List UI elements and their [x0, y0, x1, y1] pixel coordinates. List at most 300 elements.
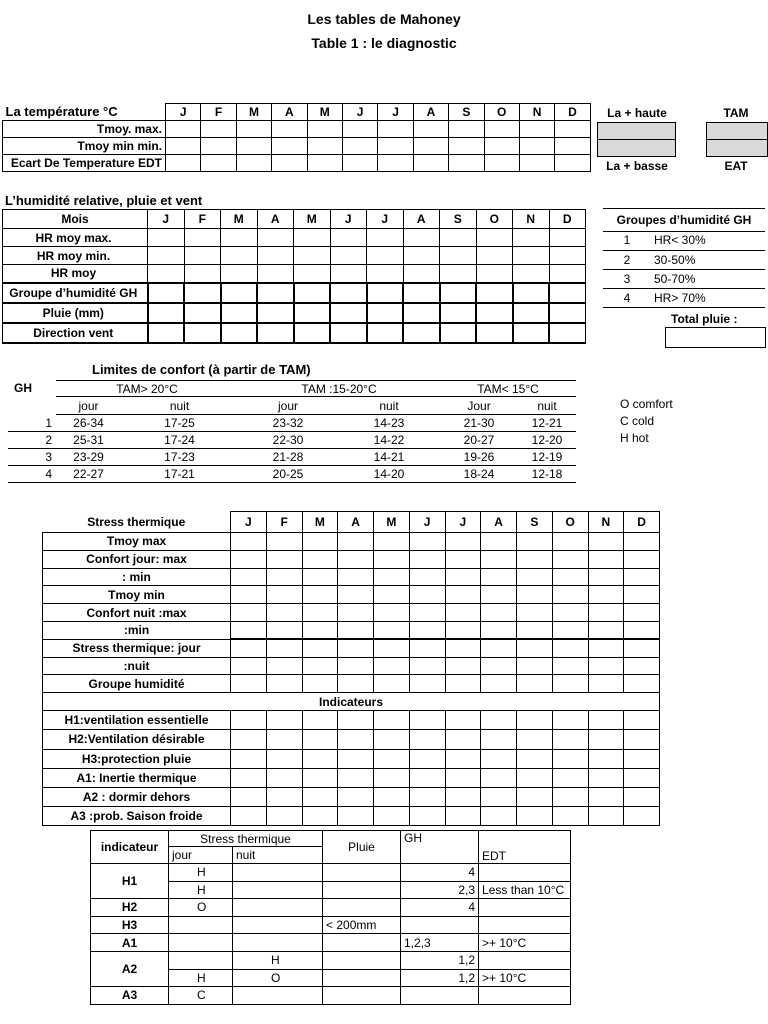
temp-cell[interactable] — [413, 155, 448, 172]
temp-cell[interactable] — [166, 121, 201, 138]
stress-cell[interactable] — [445, 568, 481, 586]
indicator-cell[interactable] — [266, 768, 302, 787]
humidity-cell[interactable] — [440, 247, 477, 265]
humidity-cell[interactable] — [476, 303, 513, 323]
stress-cell[interactable] — [552, 675, 588, 693]
humidity-cell[interactable] — [513, 229, 550, 247]
stress-cell[interactable] — [445, 621, 481, 639]
humidity-cell[interactable] — [184, 265, 221, 283]
indicator-cell[interactable] — [481, 711, 517, 730]
temp-cell[interactable] — [272, 155, 307, 172]
stress-cell[interactable] — [588, 586, 624, 604]
indicator-cell[interactable] — [481, 768, 517, 787]
indicator-cell[interactable] — [266, 711, 302, 730]
indicator-cell[interactable] — [588, 730, 624, 749]
stress-cell[interactable] — [266, 533, 302, 551]
stress-cell[interactable] — [266, 621, 302, 639]
stress-cell[interactable] — [552, 621, 588, 639]
stress-cell[interactable] — [266, 586, 302, 604]
comfort-range: 17-23 — [121, 449, 238, 466]
temp-cell[interactable] — [449, 155, 484, 172]
humidity-cell[interactable] — [403, 283, 440, 303]
humidity-cell[interactable] — [294, 265, 331, 283]
temp-cell[interactable] — [484, 155, 519, 172]
humidity-cell[interactable] — [476, 247, 513, 265]
stress-cell[interactable] — [624, 675, 660, 693]
stress-cell[interactable] — [374, 639, 410, 657]
indicator-cell[interactable] — [481, 749, 517, 768]
indicator-cell[interactable] — [231, 787, 267, 806]
indicator-cell[interactable] — [409, 730, 445, 749]
indicator-cell[interactable] — [374, 807, 410, 826]
stress-cell[interactable] — [481, 604, 517, 622]
stress-cell[interactable] — [338, 675, 374, 693]
humidity-cell[interactable] — [257, 303, 294, 323]
stress-cell[interactable] — [624, 657, 660, 675]
temp-cell[interactable] — [378, 121, 413, 138]
temp-cell[interactable] — [484, 138, 519, 155]
indicator-cell[interactable] — [624, 711, 660, 730]
stress-cell[interactable] — [481, 586, 517, 604]
stress-cell[interactable] — [552, 657, 588, 675]
humidity-cell[interactable] — [294, 247, 331, 265]
stress-cell[interactable] — [517, 533, 553, 551]
humidity-cell[interactable] — [367, 283, 404, 303]
stress-cell[interactable] — [338, 621, 374, 639]
humidity-cell[interactable] — [294, 229, 331, 247]
stress-cell[interactable] — [445, 675, 481, 693]
humidity-cell[interactable] — [513, 283, 550, 303]
humidity-cell[interactable] — [513, 303, 550, 323]
stress-cell[interactable] — [409, 568, 445, 586]
temp-cell[interactable] — [555, 155, 590, 172]
humidity-cell[interactable] — [148, 303, 185, 323]
stress-cell[interactable] — [231, 550, 267, 568]
temp-cell[interactable] — [378, 155, 413, 172]
stress-cell[interactable] — [409, 621, 445, 639]
stress-cell[interactable] — [481, 533, 517, 551]
temp-row — [3, 138, 591, 155]
humidity-cell[interactable] — [184, 303, 221, 323]
indicator-cell[interactable] — [517, 749, 553, 768]
indicator-cell[interactable] — [374, 730, 410, 749]
humidity-cell[interactable] — [549, 323, 586, 343]
humidity-cell[interactable] — [549, 229, 586, 247]
humidity-cell[interactable] — [403, 323, 440, 343]
indicator-cell[interactable] — [338, 807, 374, 826]
stress-cell[interactable] — [302, 604, 338, 622]
indicator-cell[interactable] — [302, 807, 338, 826]
humidity-cell[interactable] — [403, 303, 440, 323]
indicator-cell[interactable] — [409, 749, 445, 768]
stress-cell[interactable] — [374, 621, 410, 639]
stress-cell[interactable] — [409, 604, 445, 622]
temp-cell[interactable] — [484, 121, 519, 138]
indicator-cell[interactable] — [588, 807, 624, 826]
humidity-cell[interactable] — [221, 283, 258, 303]
stress-cell[interactable] — [374, 657, 410, 675]
humidity-cell[interactable] — [330, 303, 367, 323]
humidity-cell[interactable] — [330, 283, 367, 303]
indicator-cell[interactable] — [302, 768, 338, 787]
indicator-cell[interactable] — [302, 711, 338, 730]
stress-cell[interactable] — [624, 550, 660, 568]
temp-cell[interactable] — [413, 138, 448, 155]
stress-cell[interactable] — [552, 533, 588, 551]
humidity-cell[interactable] — [549, 247, 586, 265]
indicator-cell[interactable] — [481, 807, 517, 826]
stress-cell[interactable] — [588, 675, 624, 693]
stress-cell[interactable] — [302, 675, 338, 693]
stress-cell[interactable] — [231, 533, 267, 551]
indicator-gh: 4 — [401, 899, 479, 917]
humidity-cell[interactable] — [184, 229, 221, 247]
humidity-cell[interactable] — [221, 247, 258, 265]
humidity-cell[interactable] — [367, 265, 404, 283]
stress-cell[interactable] — [588, 657, 624, 675]
indicator-cell[interactable] — [374, 787, 410, 806]
humidity-cell[interactable] — [221, 265, 258, 283]
humidity-cell[interactable] — [148, 323, 185, 343]
temp-cell[interactable] — [519, 121, 554, 138]
stress-cell[interactable] — [517, 675, 553, 693]
stress-cell[interactable] — [302, 657, 338, 675]
indicator-cell[interactable] — [588, 711, 624, 730]
indicator-cell[interactable] — [338, 787, 374, 806]
stress-cell[interactable] — [552, 639, 588, 657]
temp-cell[interactable] — [236, 138, 271, 155]
stress-cell[interactable] — [338, 639, 374, 657]
indicator-cell[interactable] — [517, 787, 553, 806]
indicator-cell[interactable] — [266, 787, 302, 806]
indicator-cell[interactable] — [409, 768, 445, 787]
humidity-cell[interactable] — [184, 323, 221, 343]
stress-cell[interactable] — [624, 604, 660, 622]
indicator-cell[interactable] — [302, 749, 338, 768]
stress-cell[interactable] — [266, 657, 302, 675]
eat-cell — [706, 139, 768, 157]
indicator-cell[interactable] — [266, 807, 302, 826]
stress-cell[interactable] — [231, 568, 267, 586]
indicator-cell[interactable] — [231, 711, 267, 730]
humidity-cell[interactable] — [257, 323, 294, 343]
humidity-cell[interactable] — [549, 283, 586, 303]
temp-cell[interactable] — [236, 121, 271, 138]
humidity-cell[interactable] — [440, 265, 477, 283]
humidity-cell[interactable] — [148, 265, 185, 283]
temp-cell[interactable] — [201, 138, 236, 155]
temp-cell[interactable] — [307, 121, 342, 138]
stress-cell[interactable] — [552, 586, 588, 604]
temp-cell[interactable] — [555, 138, 590, 155]
stress-cell[interactable] — [588, 533, 624, 551]
hum-month-1: F — [184, 210, 221, 229]
stress-cell[interactable] — [409, 533, 445, 551]
indicator-cell[interactable] — [624, 749, 660, 768]
indicator-cell[interactable] — [445, 711, 481, 730]
indicator-cell[interactable] — [374, 711, 410, 730]
stress-cell[interactable] — [445, 586, 481, 604]
humidity-cell[interactable] — [257, 247, 294, 265]
stress-cell[interactable] — [409, 550, 445, 568]
indicator-cell[interactable] — [302, 730, 338, 749]
humidity-cell[interactable] — [330, 323, 367, 343]
indicator-cell[interactable] — [552, 787, 588, 806]
stress-cell[interactable] — [588, 639, 624, 657]
humidity-cell[interactable] — [148, 229, 185, 247]
stress-cell[interactable] — [266, 550, 302, 568]
comfort-subheader: jour — [56, 397, 121, 415]
humidity-cell[interactable] — [440, 323, 477, 343]
temp-cell[interactable] — [307, 155, 342, 172]
stress-cell[interactable] — [409, 586, 445, 604]
indicator-cell[interactable] — [409, 807, 445, 826]
temp-cell[interactable] — [166, 138, 201, 155]
stress-cell[interactable] — [481, 657, 517, 675]
indicator-cell[interactable] — [445, 787, 481, 806]
temp-cell[interactable] — [413, 121, 448, 138]
humidity-cell[interactable] — [221, 229, 258, 247]
stress-cell[interactable] — [588, 604, 624, 622]
humidity-cell[interactable] — [221, 323, 258, 343]
indicator-cell[interactable] — [624, 730, 660, 749]
hum-month-9: O — [476, 210, 513, 229]
stress-cell[interactable] — [552, 568, 588, 586]
temp-month-11: D — [555, 104, 590, 121]
stress-cell[interactable] — [588, 550, 624, 568]
stress-cell[interactable] — [338, 586, 374, 604]
indicator-cell[interactable] — [338, 768, 374, 787]
stress-cell[interactable] — [552, 604, 588, 622]
stress-cell[interactable] — [624, 568, 660, 586]
humidity-cell[interactable] — [294, 303, 331, 323]
stress-cell[interactable] — [624, 533, 660, 551]
temp-cell[interactable] — [378, 138, 413, 155]
stress-cell[interactable] — [409, 657, 445, 675]
stress-cell[interactable] — [266, 675, 302, 693]
temp-cell[interactable] — [307, 138, 342, 155]
stress-cell[interactable] — [481, 675, 517, 693]
indicator-cell[interactable] — [266, 730, 302, 749]
indicator-cell[interactable] — [517, 711, 553, 730]
indicator-cell[interactable] — [588, 768, 624, 787]
stress-cell[interactable] — [302, 586, 338, 604]
stress-cell[interactable] — [445, 604, 481, 622]
humidity-cell[interactable] — [330, 229, 367, 247]
humidity-cell[interactable] — [184, 283, 221, 303]
temp-cell[interactable] — [272, 121, 307, 138]
indicator-cell[interactable] — [481, 787, 517, 806]
temp-cell[interactable] — [342, 138, 377, 155]
indicator-pluie — [323, 899, 401, 917]
temp-cell[interactable] — [449, 121, 484, 138]
temp-cell[interactable] — [449, 138, 484, 155]
stress-cell[interactable] — [374, 604, 410, 622]
humidity-cell[interactable] — [367, 303, 404, 323]
indicator-cell[interactable] — [624, 768, 660, 787]
humidity-cell[interactable] — [403, 247, 440, 265]
stress-cell[interactable] — [302, 568, 338, 586]
indicator-cell[interactable] — [445, 768, 481, 787]
indicator-cell[interactable] — [552, 730, 588, 749]
indicator-cell[interactable] — [445, 730, 481, 749]
stress-cell[interactable] — [517, 657, 553, 675]
humidity-cell[interactable] — [221, 303, 258, 323]
indicator-cell[interactable] — [624, 807, 660, 826]
indicator-cell[interactable] — [552, 768, 588, 787]
stress-cell[interactable] — [481, 639, 517, 657]
temp-cell[interactable] — [166, 155, 201, 172]
stress-cell[interactable] — [231, 586, 267, 604]
indicator-cell[interactable] — [588, 749, 624, 768]
stress-cell[interactable] — [338, 550, 374, 568]
stress-cell[interactable] — [481, 550, 517, 568]
stress-cell[interactable] — [231, 604, 267, 622]
stress-cell[interactable] — [481, 568, 517, 586]
stress-cell[interactable] — [302, 533, 338, 551]
indicator-cell[interactable] — [445, 749, 481, 768]
humidity-cell[interactable] — [367, 247, 404, 265]
stress-cell[interactable] — [231, 675, 267, 693]
comfort-row — [8, 415, 576, 432]
indicator-cell[interactable] — [231, 730, 267, 749]
humidity-cell[interactable] — [148, 247, 185, 265]
stress-cell[interactable] — [266, 604, 302, 622]
humidity-cell[interactable] — [513, 265, 550, 283]
temp-cell[interactable] — [342, 155, 377, 172]
indicator-cell[interactable] — [338, 749, 374, 768]
stress-cell[interactable] — [266, 568, 302, 586]
stress-cell[interactable] — [302, 550, 338, 568]
humidity-cell[interactable] — [513, 323, 550, 343]
indicator-cell[interactable] — [409, 711, 445, 730]
indicator-cell[interactable] — [517, 730, 553, 749]
indicator-cell[interactable] — [481, 730, 517, 749]
indicator-cell[interactable] — [231, 807, 267, 826]
humidity-cell[interactable] — [148, 283, 185, 303]
indicator-cell[interactable] — [552, 807, 588, 826]
stress-cell[interactable] — [338, 533, 374, 551]
indicator-cell[interactable] — [517, 768, 553, 787]
indicator-cell[interactable] — [231, 768, 267, 787]
temp-cell[interactable] — [519, 138, 554, 155]
indicator-cell[interactable] — [552, 711, 588, 730]
temp-cell[interactable] — [236, 155, 271, 172]
indicator-cell[interactable] — [445, 807, 481, 826]
humidity-cell[interactable] — [403, 229, 440, 247]
indicator-cell[interactable] — [552, 749, 588, 768]
stress-cell[interactable] — [302, 639, 338, 657]
stress-cell[interactable] — [552, 550, 588, 568]
temp-cell[interactable] — [201, 121, 236, 138]
stress-cell[interactable] — [374, 675, 410, 693]
stress-cell[interactable] — [517, 604, 553, 622]
indicateurs-heading: Indicateurs — [43, 693, 660, 711]
stress-cell[interactable] — [231, 621, 267, 639]
indicator-cell[interactable] — [302, 787, 338, 806]
humidity-cell[interactable] — [476, 229, 513, 247]
stress-cell[interactable] — [481, 621, 517, 639]
humidity-cell[interactable] — [257, 229, 294, 247]
stress-cell[interactable] — [445, 550, 481, 568]
indicator-cell[interactable] — [588, 787, 624, 806]
stress-cell[interactable] — [409, 675, 445, 693]
stress-cell[interactable] — [409, 639, 445, 657]
temp-cell[interactable] — [201, 155, 236, 172]
temp-cell[interactable] — [555, 121, 590, 138]
stress-cell[interactable] — [231, 639, 267, 657]
humidity-cell[interactable] — [440, 283, 477, 303]
stress-cell[interactable] — [445, 657, 481, 675]
stress-cell[interactable] — [374, 568, 410, 586]
humidity-cell[interactable] — [513, 247, 550, 265]
humidity-cell[interactable] — [257, 283, 294, 303]
humidity-row-label: Groupe d’humidité GH — [3, 283, 148, 303]
stress-cell[interactable] — [445, 639, 481, 657]
stress-cell[interactable] — [338, 604, 374, 622]
stress-cell[interactable] — [517, 621, 553, 639]
indicator-cell[interactable] — [517, 807, 553, 826]
indicator-cell[interactable] — [624, 787, 660, 806]
stress-cell[interactable] — [338, 568, 374, 586]
humidity-cell[interactable] — [476, 283, 513, 303]
humidity-cell[interactable] — [184, 247, 221, 265]
stress-cell[interactable] — [374, 550, 410, 568]
stress-cell[interactable] — [266, 639, 302, 657]
humidity-cell[interactable] — [367, 323, 404, 343]
humidity-cell[interactable] — [549, 303, 586, 323]
indicator-cell[interactable] — [374, 749, 410, 768]
stress-cell[interactable] — [374, 586, 410, 604]
indicator-cell[interactable] — [231, 749, 267, 768]
stress-cell[interactable] — [517, 550, 553, 568]
stress-cell[interactable] — [624, 639, 660, 657]
humidity-cell[interactable] — [294, 323, 331, 343]
humidity-cell[interactable] — [549, 265, 586, 283]
stress-cell[interactable] — [374, 533, 410, 551]
humidity-cell[interactable] — [330, 265, 367, 283]
stress-cell[interactable] — [517, 586, 553, 604]
stress-cell[interactable] — [517, 639, 553, 657]
indicator-cell[interactable] — [266, 749, 302, 768]
indicator-cell[interactable] — [338, 730, 374, 749]
humidity-cell[interactable] — [476, 323, 513, 343]
stress-cell[interactable] — [588, 568, 624, 586]
indicator-cell[interactable] — [409, 787, 445, 806]
humidity-cell[interactable] — [330, 247, 367, 265]
humidity-cell[interactable] — [476, 265, 513, 283]
stress-cell[interactable] — [338, 657, 374, 675]
humidity-cell[interactable] — [367, 229, 404, 247]
temp-cell[interactable] — [519, 155, 554, 172]
stress-cell[interactable] — [517, 568, 553, 586]
temp-cell[interactable] — [272, 138, 307, 155]
humidity-cell[interactable] — [440, 229, 477, 247]
stress-cell[interactable] — [588, 621, 624, 639]
humidity-cell[interactable] — [257, 265, 294, 283]
indicator-cell[interactable] — [374, 768, 410, 787]
indicator-cell[interactable] — [338, 711, 374, 730]
stress-cell[interactable] — [302, 621, 338, 639]
temp-cell[interactable] — [342, 121, 377, 138]
stress-cell[interactable] — [445, 533, 481, 551]
humidity-cell[interactable] — [403, 265, 440, 283]
humidity-cell[interactable] — [294, 283, 331, 303]
stress-cell[interactable] — [624, 621, 660, 639]
humidity-cell[interactable] — [440, 303, 477, 323]
stress-cell[interactable] — [624, 586, 660, 604]
stress-cell[interactable] — [231, 657, 267, 675]
